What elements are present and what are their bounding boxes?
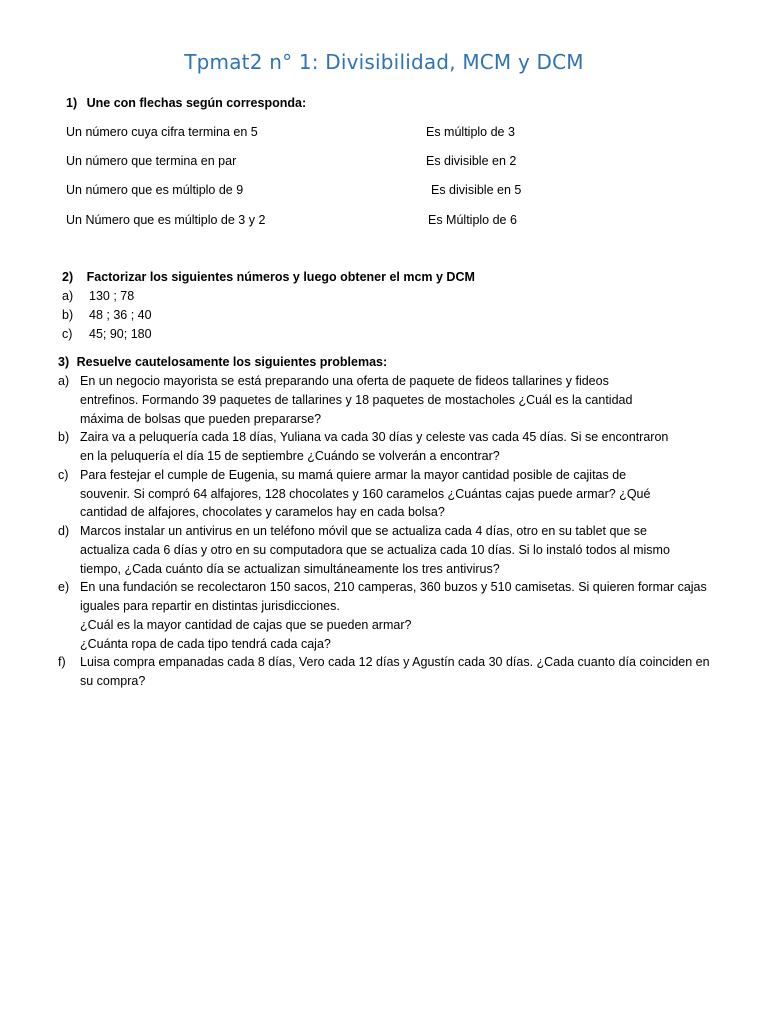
problem-a-marker: a) xyxy=(58,374,70,388)
section-3-title: Resuelve cautelosamente los siguientes problemas: xyxy=(76,355,388,369)
problem-a-line-1: En un negocio mayorista se está preparando una oferta de paquete de fideos tallarines y fideos xyxy=(80,374,609,388)
section-2-item-b: 48 ; 36 ; 40 xyxy=(89,308,152,322)
problem-d-line-1: Marcos instalar un antivirus en un teléfono móvil que se actualiza cada 4 días, otro en su tablet que se xyxy=(80,524,647,538)
section-2-marker-a: a) xyxy=(62,289,74,303)
section-2-number: 2) xyxy=(62,270,74,284)
problem-c-line-1: Para festejar el cumple de Eugenia, su mamá quiere armar la mayor cantidad posible de cajitas de xyxy=(80,468,627,482)
section-3-number: 3) xyxy=(58,355,70,369)
match-right-item-1: Es múltiplo de 3 xyxy=(426,125,515,139)
match-left-item-3: Un número que es múltiplo de 9 xyxy=(66,183,244,197)
problem-a-line-2: entrefinos. Formando 39 paquetes de tallarines y 18 paquetes de mostacholes ¿Cuál es la cantidad xyxy=(80,393,633,407)
problem-e-line-2: iguales para repartir en distintas jurisdicciones. xyxy=(80,599,340,613)
problem-d-line-3: tiempo, ¿Cada cuánto día se actualizan simultáneamente los tres antivirus? xyxy=(80,562,500,576)
match-left-item-2: Un número que termina en par xyxy=(66,154,237,168)
section-2-marker-c: c) xyxy=(62,327,73,341)
problem-d-line-2: actualiza cada 6 días y otro en su computadora que se actualiza cada 10 días. Si lo instaló todos al mismo xyxy=(80,543,670,557)
problem-b-line-2: en la peluquería el día 15 de septiembre ¿Cuándo se volverán a encontrar? xyxy=(80,449,500,463)
match-left-item-4: Un Número que es múltiplo de 3 y 2 xyxy=(66,213,266,227)
problem-f-marker: f) xyxy=(58,655,66,669)
document-title: Tpmat2 n° 1: Divisibilidad, MCM y DCM xyxy=(184,50,584,74)
match-right-item-4: Es Múltiplo de 6 xyxy=(428,213,517,227)
problem-e-line-4: ¿Cuánta ropa de cada tipo tendrá cada caja? xyxy=(80,637,331,651)
problem-c-line-2: souvenir. Si compró 64 alfajores, 128 chocolates y 160 caramelos ¿Cuántas cajas puede armar? ¿Qué xyxy=(80,487,651,501)
section-1-title: Une con flechas según corresponda: xyxy=(86,96,307,110)
problem-d-marker: d) xyxy=(58,524,70,538)
problem-f-line-1: Luisa compra empanadas cada 8 días, Vero cada 12 días y Agustín cada 30 días. ¿Cada cuanto día coinciden en xyxy=(80,655,710,669)
section-2-marker-b: b) xyxy=(62,308,74,322)
section-2-heading xyxy=(62,270,475,284)
match-right-item-2: Es divisible en 2 xyxy=(426,154,517,168)
match-right-item-3: Es divisible en 5 xyxy=(431,183,522,197)
problem-c-marker: c) xyxy=(58,468,69,482)
problem-e-line-3: ¿Cuál es la mayor cantidad de cajas que se pueden armar? xyxy=(80,618,412,632)
problem-e-marker: e) xyxy=(58,580,70,594)
section-1-number: 1) xyxy=(66,96,78,110)
section-2-title: Factorizar los siguientes números y luego obtener el mcm y DCM xyxy=(86,270,475,284)
problem-a-line-3: máxima de bolsas que pueden prepararse? xyxy=(80,412,322,426)
section-2-item-c: 45; 90; 180 xyxy=(89,327,152,341)
match-left-item-1: Un número cuya cifra termina en 5 xyxy=(66,125,258,139)
problem-b-marker: b) xyxy=(58,430,70,444)
problem-f-line-2: su compra? xyxy=(80,674,146,688)
problem-b-line-1: Zaira va a peluquería cada 18 días, Yuliana va cada 30 días y celeste vas cada 45 días. Si se encontraron xyxy=(80,430,669,444)
section-1-heading xyxy=(66,96,306,110)
section-3-heading xyxy=(58,355,387,369)
problem-c-line-3: cantidad de alfajores, chocolates y caramelos hay en cada bolsa? xyxy=(80,505,445,519)
section-2-item-a: 130 ; 78 xyxy=(89,289,135,303)
problem-e-line-1: En una fundación se recolectaron 150 sacos, 210 camperas, 360 buzos y 510 camisetas. Si quieren formar cajas xyxy=(80,580,707,594)
